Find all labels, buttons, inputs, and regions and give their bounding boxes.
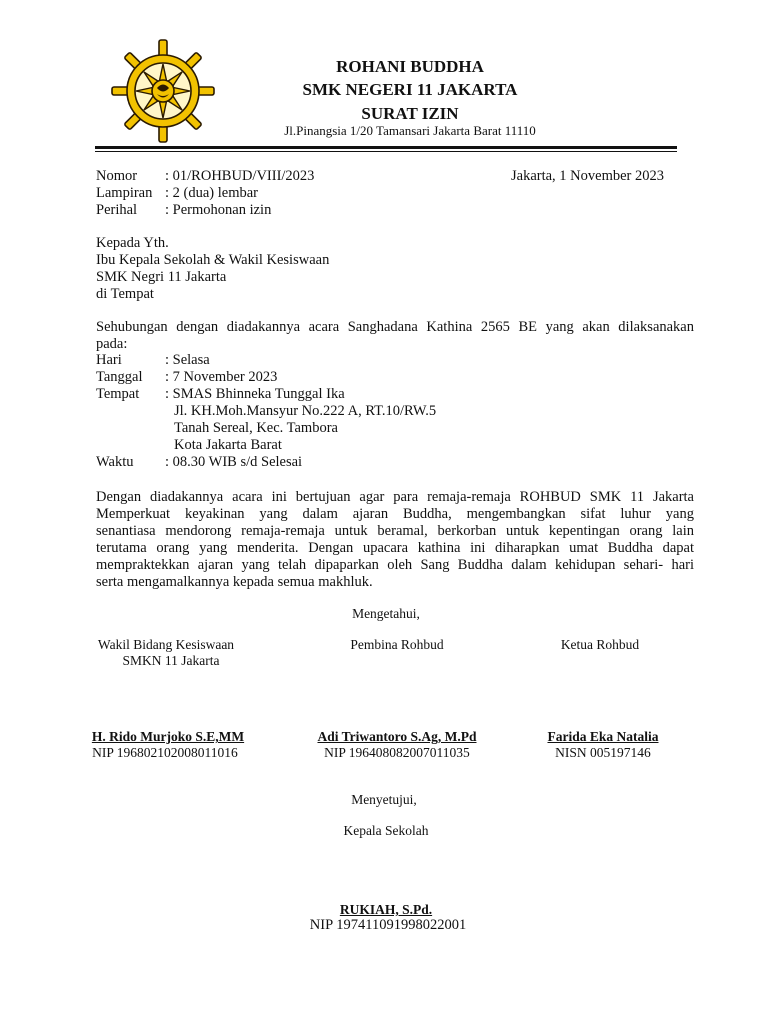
- kepsek-title: Kepala Sekolah: [343, 823, 429, 838]
- nomor-label: Nomor: [96, 168, 138, 184]
- header-divider-thin: [95, 151, 677, 152]
- hari-label: Hari: [96, 352, 122, 368]
- lampiran-value: : 2 (dua) lembar: [165, 185, 259, 201]
- pembina-name-text: Adi Triwantoro S.Ag, M.Pd: [317, 729, 477, 744]
- body-line-5: mempraktekkan ajaran yang telah dipaparkan oleh Sang Buddha dalam kehidupan sehari- hari: [96, 557, 694, 573]
- recipient-line-3: SMK Negri 11 Jakarta: [96, 269, 227, 285]
- pembina-nip: NIP 196408082007011035: [324, 745, 470, 760]
- tempat-line-3: Tanah Sereal, Kec. Tambora: [174, 420, 338, 436]
- menyetujui-label: Menyetujui,: [351, 792, 417, 807]
- body-line-1: Dengan diadakannya acara ini bertujuan agar para remaja-remaja ROHBUD SMK 11 Jakarta: [96, 489, 694, 505]
- letterhead-org: ROHANI BUDDHA: [336, 57, 484, 76]
- perihal-label: Perihal: [96, 202, 138, 218]
- body-paragraph: [96, 489, 694, 591]
- tempat-line-4: Kota Jakarta Barat: [174, 437, 282, 453]
- body-line-4: terutama orang yang menderita. Dengan upacara kathina ini diharapkan umat Buddha dapat: [96, 540, 694, 556]
- ketua-title: Ketua Rohbud: [560, 637, 640, 652]
- tempat-value: : SMAS Bhinneka Tunggal Ika: [165, 386, 345, 402]
- kepsek-nip: NIP 197411091998022001: [309, 917, 467, 933]
- letter-date: Jakarta, 1 November 2023: [511, 168, 665, 184]
- header-divider-thick: [95, 146, 677, 149]
- tanggal-label: Tanggal: [96, 369, 143, 385]
- wakil-nip: NIP 196802102008011016: [92, 745, 238, 760]
- letterhead-address: Jl.Pinangsia 1/20 Tamansari Jakarta Barat 11110: [284, 123, 536, 138]
- body-line-3: senantiasa mendorong remaja-remaja untuk beramal, berkorban untuk kepentingan orang lain: [96, 523, 694, 539]
- intro-line-2: pada:: [96, 336, 128, 352]
- hari-value: : Selasa: [165, 352, 210, 368]
- tanggal-value: : 7 November 2023: [165, 369, 278, 385]
- body-line-6: serta mengamalkannya kepada semua makhluk.: [96, 574, 373, 590]
- wakil-name-text: H. Rido Murjoko S.E,MM: [91, 729, 245, 744]
- pembina-title: Pembina Rohbud: [350, 637, 444, 652]
- letterhead-doc-type: SURAT IZIN: [361, 104, 459, 123]
- intro-line-1: [96, 319, 694, 336]
- tempat-label: Tempat: [96, 386, 140, 402]
- body-line-2: Memperkuat keyakinan yang dalam ajaran Buddha, mengembangkan sifat luhur yang: [96, 506, 694, 522]
- wakil-title-1: Wakil Bidang Kesiswaan: [97, 637, 235, 652]
- recipient-line-4: di Tempat: [96, 286, 154, 302]
- recipient-line-1: Kepada Yth.: [96, 235, 169, 251]
- ketua-name-text: Farida Eka Natalia: [547, 729, 659, 744]
- wakil-title-2: SMKN 11 Jakarta: [122, 653, 220, 668]
- ketua-nisn: NISN 005197146: [555, 745, 651, 760]
- waktu-label: Waktu: [96, 454, 134, 470]
- nomor-value: : 01/ROHBUD/VIII/2023: [165, 168, 315, 184]
- perihal-value: : Permohonan izin: [165, 202, 272, 218]
- tempat-line-2: Jl. KH.Moh.Mansyur No.222 A, RT.10/RW.5: [174, 403, 437, 419]
- kepsek-name-text: RUKIAH, S.Pd.: [339, 902, 433, 917]
- mengetahui-label: Mengetahui,: [352, 606, 420, 621]
- letterhead-school: SMK NEGERI 11 JAKARTA: [302, 80, 518, 99]
- waktu-value: : 08.30 WIB s/d Selesai: [165, 454, 303, 470]
- lampiran-label: Lampiran: [96, 185, 153, 201]
- intro-text-1: Sehubungan dengan diadakannya acara Sanghadana Kathina 2565 BE yang akan dilaksanakan: [96, 319, 694, 335]
- dharma-wheel-logo: [110, 38, 216, 144]
- recipient-line-2: Ibu Kepala Sekolah & Wakil Kesiswaan: [96, 252, 330, 268]
